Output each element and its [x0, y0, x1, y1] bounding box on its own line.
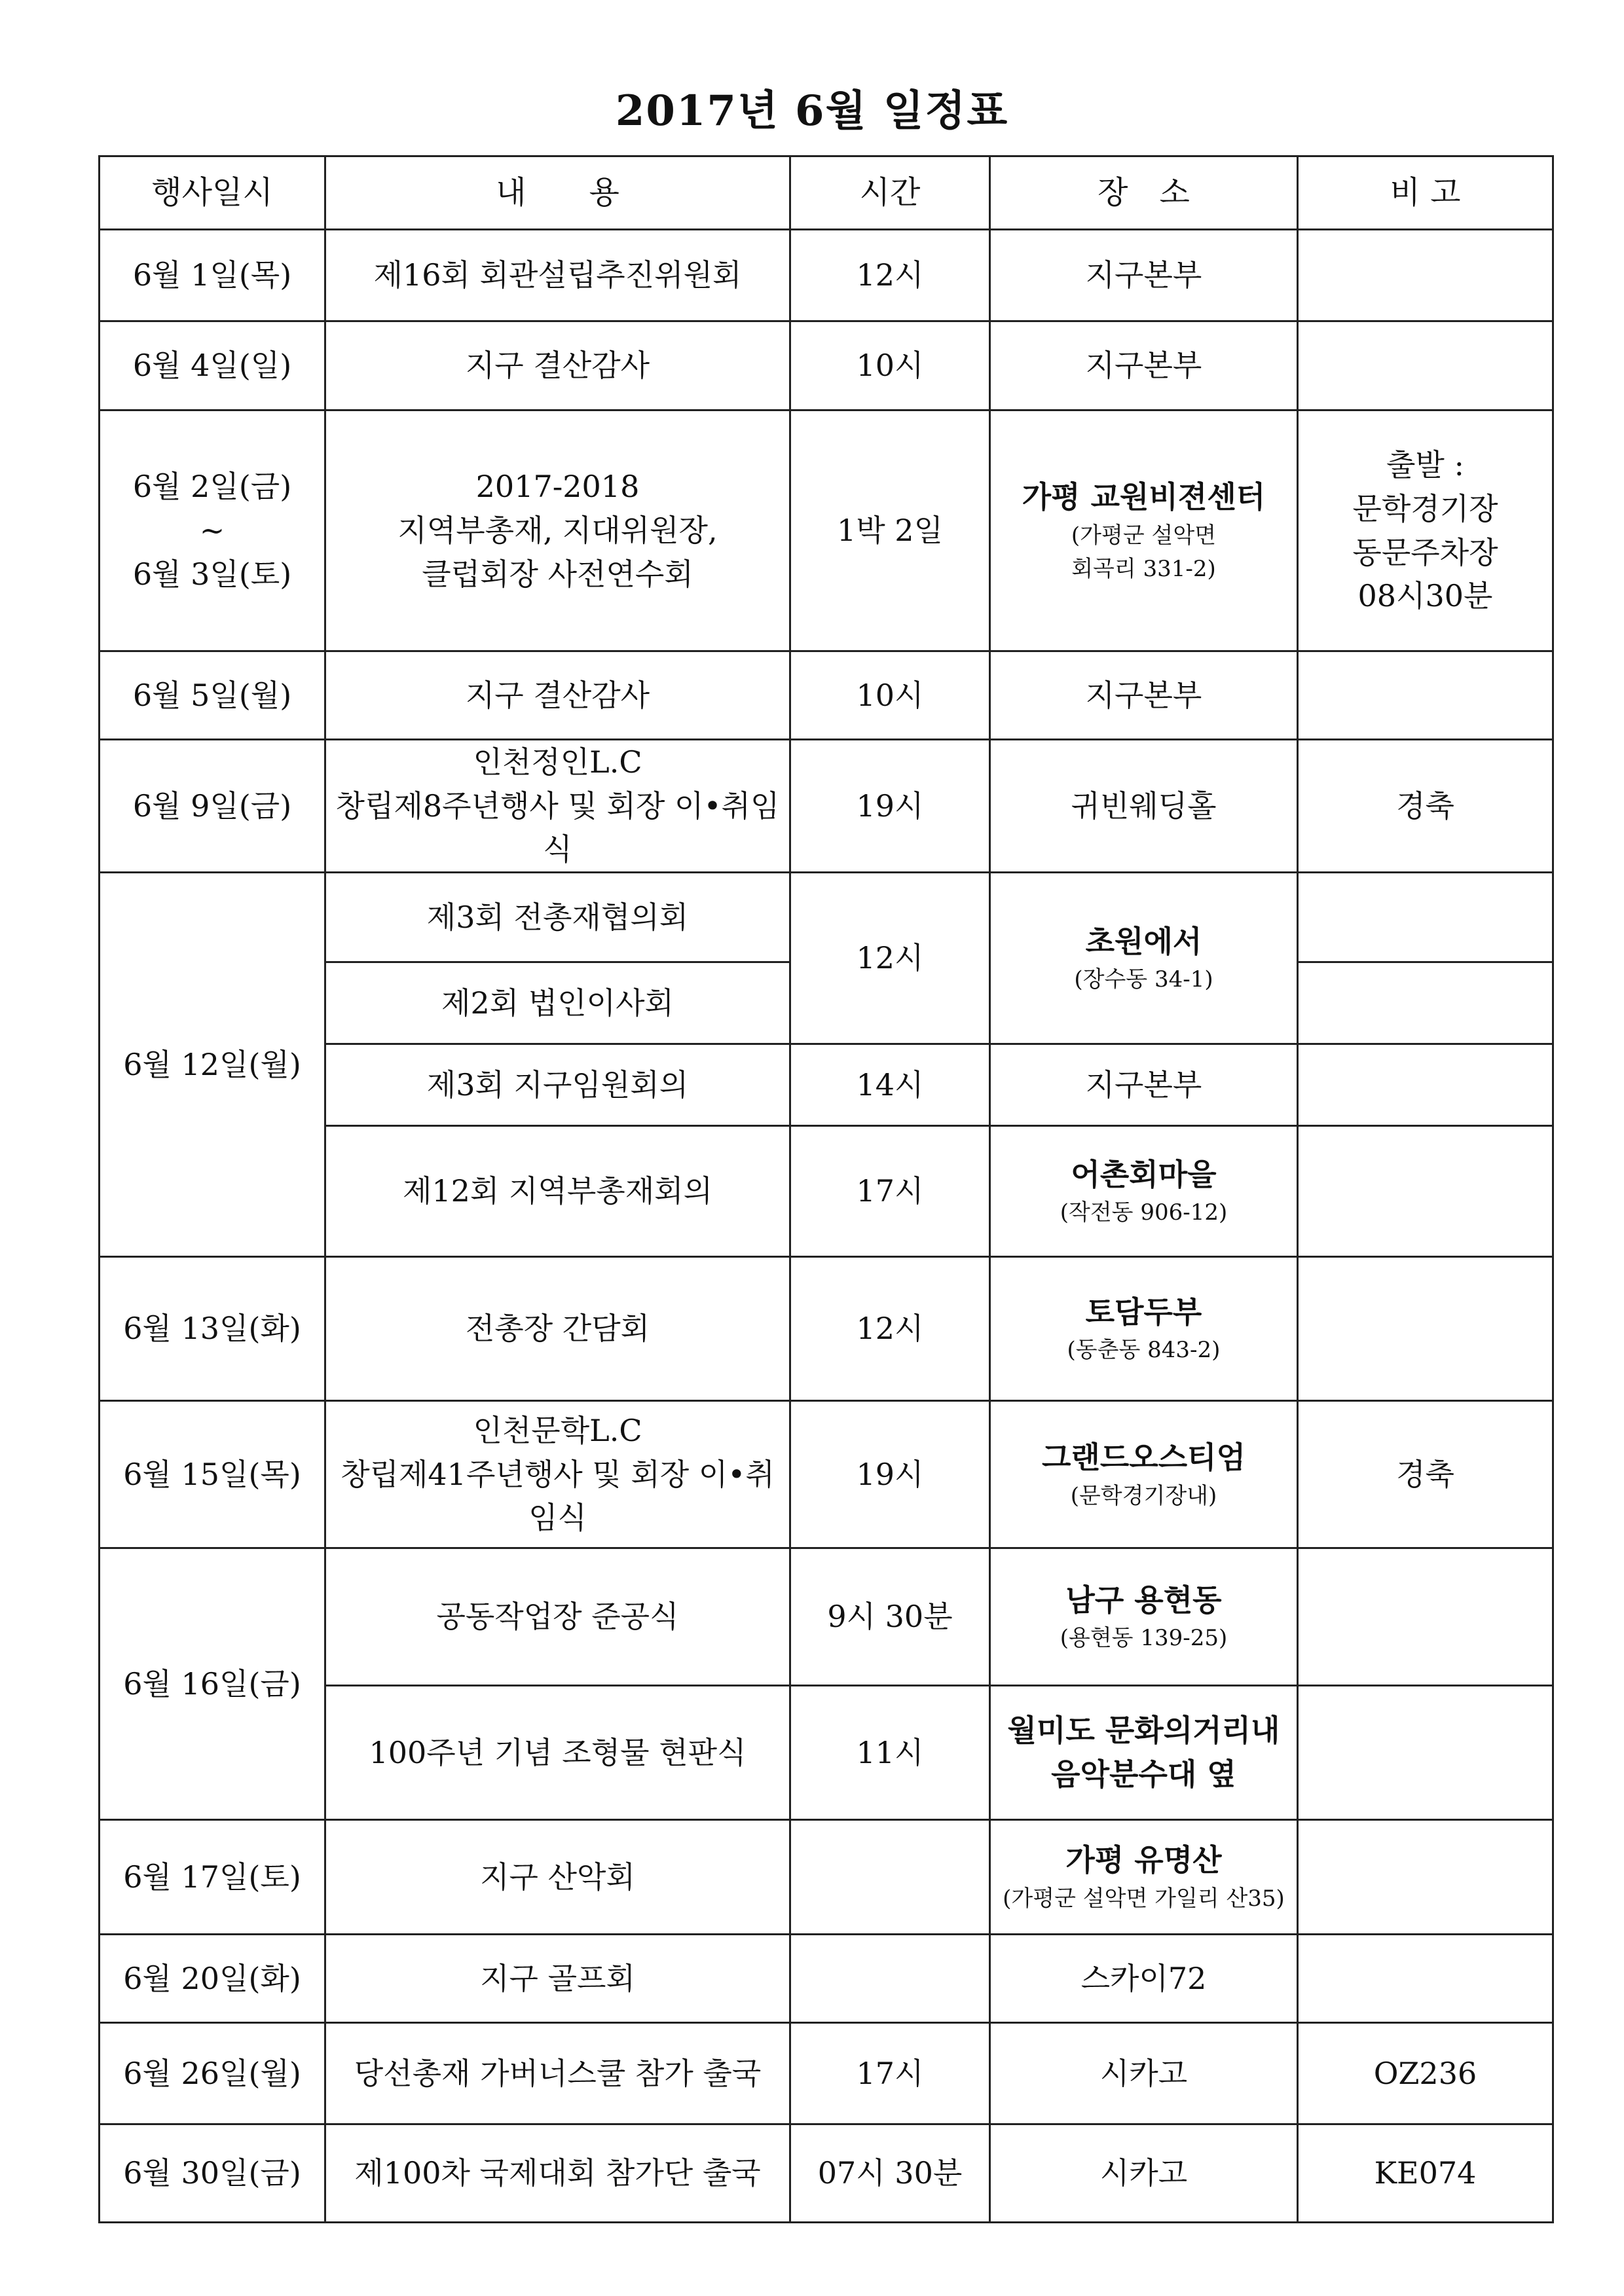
event-date-tilde: ~: [199, 513, 225, 549]
schedule-table: [98, 155, 1554, 2223]
event-content-line: 지역부총재, 지대위원장,: [397, 513, 718, 549]
event-note: [1298, 1548, 1553, 1686]
event-content: 제12회 지역부총재회의: [325, 1126, 790, 1257]
event-content: 100주년 기념 조형물 현판식: [325, 1686, 790, 1820]
event-place-name: 어촌회마을: [1071, 1156, 1217, 1192]
event-place: [990, 1686, 1298, 1820]
event-note-line: 출발 :: [1386, 447, 1464, 483]
event-place-name: 가평 유명산: [1065, 1842, 1222, 1878]
event-content: 당선총재 가버너스쿨 참가 출국: [325, 2023, 790, 2124]
event-place: [990, 1548, 1298, 1686]
event-content-line: 창립제8주년행사 및 회장 이•취임식: [335, 788, 780, 867]
event-note: [1298, 962, 1553, 1044]
header-time: 시간: [790, 156, 990, 230]
event-note: [1298, 1820, 1553, 1935]
event-place-address: (작전동 906-12): [1060, 1199, 1228, 1226]
event-content: 제100차 국제대회 참가단 출국: [325, 2124, 790, 2223]
event-time: 9시 30분: [790, 1548, 990, 1686]
header-place: 장 소: [990, 156, 1298, 230]
event-place: 지구본부: [990, 1044, 1298, 1126]
event-place-address: 회곡리 331-2): [1071, 555, 1216, 582]
event-place: [990, 1126, 1298, 1257]
event-date: 6월 5일(월): [100, 651, 325, 740]
event-date-start: 6월 2일(금): [132, 469, 292, 505]
table-row: [100, 1401, 1553, 1548]
table-row: [100, 2023, 1553, 2124]
page-title: 2017년 6월 일정표: [615, 86, 1009, 136]
event-content-line: 인천문학L.C: [473, 1413, 642, 1449]
event-place-address: (장수동 34-1): [1074, 966, 1213, 993]
event-note: KE074: [1298, 2124, 1553, 2223]
event-place: 시카고: [990, 2124, 1298, 2223]
event-time: 12시: [790, 230, 990, 321]
event-date: 6월 13일(화): [100, 1257, 325, 1401]
header-note: 비 고: [1298, 156, 1553, 230]
event-time: 19시: [790, 740, 990, 873]
event-note: [1298, 1126, 1553, 1257]
event-content: 지구 결산감사: [325, 321, 790, 410]
event-place: [990, 410, 1298, 651]
table-row: [100, 1548, 1553, 1686]
event-place: 귀빈웨딩홀: [990, 740, 1298, 873]
event-date: 6월 9일(금): [100, 740, 325, 873]
event-note: [1298, 1935, 1553, 2023]
event-place: 시카고: [990, 2023, 1298, 2124]
event-note-line: 동문주차장: [1352, 534, 1498, 570]
event-content: 제3회 지구임원회의: [325, 1044, 790, 1126]
table-row: [100, 651, 1553, 740]
event-content: 제2회 법인이사회: [325, 962, 790, 1044]
event-time: 1박 2일: [790, 410, 990, 651]
event-date-end: 6월 3일(토): [132, 556, 292, 592]
table-row: [100, 410, 1553, 651]
event-time: [790, 1820, 990, 1935]
event-place: [990, 1820, 1298, 1935]
event-time: 07시 30분: [790, 2124, 990, 2223]
event-place-address: (동춘동 843-2): [1067, 1337, 1221, 1364]
event-date: 6월 16일(금): [100, 1548, 325, 1820]
event-date: 6월 1일(목): [100, 230, 325, 321]
event-place: 지구본부: [990, 321, 1298, 410]
event-note: [1298, 1257, 1553, 1401]
event-place-address: (용현동 139-25): [1060, 1625, 1228, 1652]
event-place-name: 토담두부: [1085, 1294, 1202, 1330]
event-note: [1298, 230, 1553, 321]
event-date: 6월 4일(일): [100, 321, 325, 410]
event-content: 제3회 전총재협의회: [325, 873, 790, 962]
table-row: [100, 321, 1553, 410]
event-place-name: 초원에서: [1085, 923, 1202, 959]
event-time: 12시: [790, 1257, 990, 1401]
event-time: 11시: [790, 1686, 990, 1820]
event-content-line: 창립제41주년행사 및 회장 이•취임식: [341, 1456, 775, 1536]
table-row: [100, 740, 1553, 873]
event-content: [325, 410, 790, 651]
event-place-name: 남구 용현동: [1065, 1582, 1222, 1618]
event-content-line: 인천정인L.C: [473, 744, 642, 780]
event-note: [1298, 1044, 1553, 1126]
event-note: 경축: [1298, 1401, 1553, 1548]
header-row: [100, 156, 1553, 230]
event-date: 6월 15일(목): [100, 1401, 325, 1548]
event-note: 경축: [1298, 740, 1553, 873]
event-place: 스카이72: [990, 1935, 1298, 2023]
event-place-name: 음악분수대 옆: [1051, 1757, 1236, 1793]
table-row: [100, 2124, 1553, 2223]
event-date: 6월 20일(화): [100, 1935, 325, 2023]
event-time: 10시: [790, 651, 990, 740]
event-time: 12시: [790, 873, 990, 1044]
event-place: [990, 1257, 1298, 1401]
event-time: 17시: [790, 2023, 990, 2124]
event-content: 제16회 회관설립추진위원회: [325, 230, 790, 321]
event-place: [990, 873, 1298, 1044]
event-place-address: (가평군 설악면: [1071, 522, 1217, 549]
event-content: 공동작업장 준공식: [325, 1548, 790, 1686]
event-date: 6월 17일(토): [100, 1820, 325, 1935]
event-note-line: 08시30분: [1357, 578, 1493, 614]
event-content: 전총장 간담회: [325, 1257, 790, 1401]
event-place: 지구본부: [990, 651, 1298, 740]
event-date: [100, 410, 325, 651]
event-place-name: 가평 교원비젼센터: [1022, 479, 1266, 515]
event-content: [325, 1401, 790, 1548]
event-time: 17시: [790, 1126, 990, 1257]
event-time: 19시: [790, 1401, 990, 1548]
event-content: 지구 산악회: [325, 1820, 790, 1935]
event-content-line: 2017-2018: [475, 469, 640, 505]
event-place-address: (문학경기장내): [1070, 1482, 1217, 1509]
event-date: 6월 30일(금): [100, 2124, 325, 2223]
event-time: 14시: [790, 1044, 990, 1126]
event-place: 지구본부: [990, 230, 1298, 321]
event-content: [325, 740, 790, 873]
event-time: [790, 1935, 990, 2023]
event-place-name: 그랜드오스티엄: [1041, 1440, 1246, 1476]
table-row: [100, 230, 1553, 321]
event-date: 6월 12일(월): [100, 873, 325, 1257]
event-note: [1298, 651, 1553, 740]
event-note: [1298, 873, 1553, 962]
event-time: 10시: [790, 321, 990, 410]
event-content: 지구 골프회: [325, 1935, 790, 2023]
event-content-line: 클럽회장 사전연수회: [422, 556, 693, 592]
event-note-line: 문학경기장: [1352, 490, 1498, 526]
table-row: [100, 1935, 1553, 2023]
table-row: [100, 873, 1553, 962]
event-note: OZ236: [1298, 2023, 1553, 2124]
table-row: [100, 1257, 1553, 1401]
event-note: [1298, 321, 1553, 410]
event-place-name: 월미도 문화의거리내: [1007, 1713, 1280, 1749]
event-note: [1298, 410, 1553, 651]
event-place: [990, 1401, 1298, 1548]
header-content: 내 용: [325, 156, 790, 230]
event-content: 지구 결산감사: [325, 651, 790, 740]
header-date: 행사일시: [100, 156, 325, 230]
event-date: 6월 26일(월): [100, 2023, 325, 2124]
event-note: [1298, 1686, 1553, 1820]
table-row: [100, 1820, 1553, 1935]
event-place-address: (가평군 설악면 가일리 산35): [1003, 1885, 1285, 1912]
